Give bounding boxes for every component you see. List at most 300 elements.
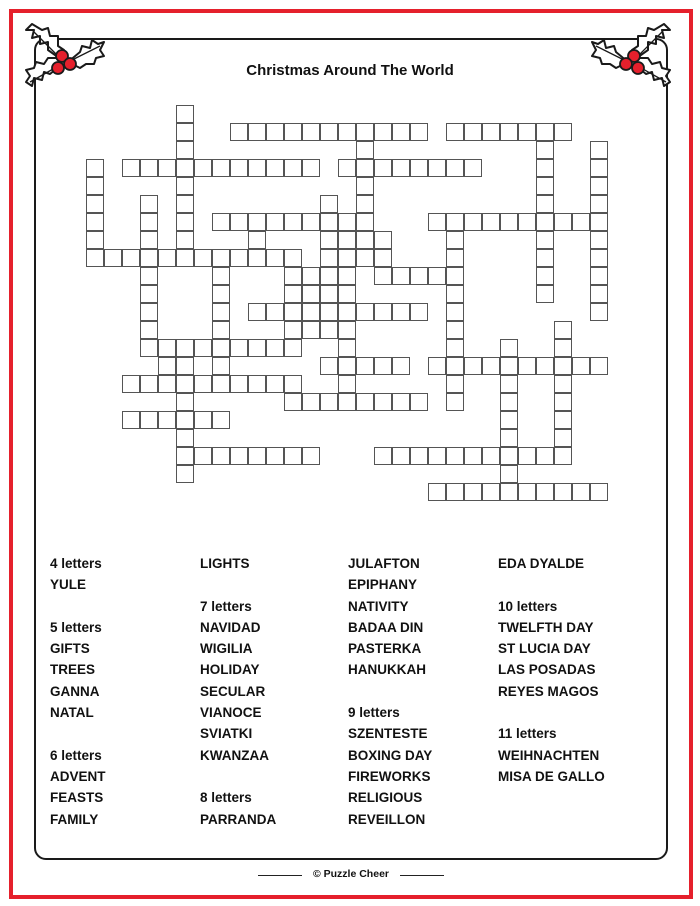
word-list-entry: ADVENT <box>50 768 106 784</box>
crossword-cell[interactable] <box>446 321 464 339</box>
crossword-cell[interactable] <box>320 357 338 375</box>
crossword-cell[interactable] <box>482 447 500 465</box>
crossword-cell[interactable] <box>140 195 158 213</box>
word-list-entry: JULAFTON <box>348 556 420 571</box>
crossword-cell[interactable] <box>320 321 338 339</box>
crossword-cell[interactable] <box>446 303 464 321</box>
crossword-cell[interactable] <box>140 339 158 357</box>
crossword-cell[interactable] <box>356 393 374 411</box>
crossword-cell[interactable] <box>302 285 320 303</box>
crossword-cell[interactable] <box>212 375 230 393</box>
word-column <box>348 553 498 830</box>
word-list-entry: WEIHNACHTEN <box>498 747 600 763</box>
crossword-cell[interactable] <box>338 285 356 303</box>
crossword-cell[interactable] <box>590 285 608 303</box>
word-list-entry: NAVIDAD <box>200 619 261 635</box>
word-list-entry: LIGHTS <box>200 556 250 571</box>
crossword-cell[interactable] <box>338 339 356 357</box>
crossword-cell[interactable] <box>122 375 140 393</box>
crossword-cell[interactable] <box>464 123 482 141</box>
crossword-cell[interactable] <box>500 357 518 375</box>
crossword-cell[interactable] <box>536 141 554 159</box>
crossword-cell[interactable] <box>482 213 500 231</box>
crossword-cell[interactable] <box>158 249 176 267</box>
crossword-cell[interactable] <box>140 231 158 249</box>
crossword-cell[interactable] <box>302 393 320 411</box>
crossword-cell[interactable] <box>284 339 302 357</box>
crossword-cell[interactable] <box>248 159 266 177</box>
crossword-cell[interactable] <box>356 123 374 141</box>
crossword-cell[interactable] <box>464 483 482 501</box>
crossword-cell[interactable] <box>140 249 158 267</box>
crossword-cell[interactable] <box>590 213 608 231</box>
crossword-cell[interactable] <box>176 231 194 249</box>
crossword-cell[interactable] <box>194 339 212 357</box>
crossword-cell[interactable] <box>554 339 572 357</box>
crossword-cell[interactable] <box>500 411 518 429</box>
holly-icon <box>18 20 108 90</box>
crossword-cell[interactable] <box>554 393 572 411</box>
crossword-cell[interactable] <box>212 447 230 465</box>
crossword-cell[interactable] <box>338 231 356 249</box>
word-list-entry: VIANOCE <box>200 705 262 721</box>
crossword-cell[interactable] <box>320 303 338 321</box>
crossword-cell[interactable] <box>230 375 248 393</box>
crossword-cell[interactable] <box>428 267 446 285</box>
crossword-cell[interactable] <box>536 177 554 195</box>
crossword-cell[interactable] <box>212 213 230 231</box>
crossword-cell[interactable] <box>176 447 194 465</box>
word-list-entry: BOXING DAY <box>348 747 433 763</box>
crossword-cell[interactable] <box>176 339 194 357</box>
crossword-cell[interactable] <box>320 393 338 411</box>
crossword-cell[interactable] <box>302 321 320 339</box>
crossword-cell[interactable] <box>320 123 338 141</box>
crossword-cell[interactable] <box>338 213 356 231</box>
crossword-cell[interactable] <box>554 375 572 393</box>
crossword-cell[interactable] <box>176 195 194 213</box>
crossword-cell[interactable] <box>176 213 194 231</box>
word-list-entry: GIFTS <box>50 641 90 657</box>
crossword-cell[interactable] <box>284 285 302 303</box>
crossword-cell[interactable] <box>104 249 122 267</box>
crossword-cell[interactable] <box>410 123 428 141</box>
crossword-cell[interactable] <box>338 159 356 177</box>
crossword-cell[interactable] <box>158 357 176 375</box>
crossword-cell[interactable] <box>518 357 536 375</box>
crossword-cell[interactable] <box>554 447 572 465</box>
word-list-entry: 11 letters <box>498 726 557 742</box>
crossword-cell[interactable] <box>374 123 392 141</box>
crossword-cell[interactable] <box>482 357 500 375</box>
crossword-cell[interactable] <box>284 393 302 411</box>
word-column <box>50 553 200 830</box>
crossword-cell[interactable] <box>554 483 572 501</box>
crossword-cell[interactable] <box>140 303 158 321</box>
crossword-cell[interactable] <box>320 267 338 285</box>
crossword-cell[interactable] <box>176 159 194 177</box>
crossword-cell[interactable] <box>356 213 374 231</box>
crossword-cell[interactable] <box>248 231 266 249</box>
crossword-cell[interactable] <box>554 213 572 231</box>
crossword-cell[interactable] <box>500 429 518 447</box>
crossword-cell[interactable] <box>536 267 554 285</box>
crossword-cell[interactable] <box>464 447 482 465</box>
crossword-cell[interactable] <box>230 447 248 465</box>
crossword-cell[interactable] <box>518 483 536 501</box>
crossword-cell[interactable] <box>158 159 176 177</box>
crossword-cell[interactable] <box>194 447 212 465</box>
crossword-cell[interactable] <box>302 303 320 321</box>
crossword-cell[interactable] <box>464 159 482 177</box>
word-list-entry: FIREWORKS <box>348 768 431 784</box>
crossword-cell[interactable] <box>374 447 392 465</box>
crossword-cell[interactable] <box>500 339 518 357</box>
crossword-cell[interactable] <box>140 213 158 231</box>
crossword-cell[interactable] <box>500 393 518 411</box>
crossword-cell[interactable] <box>212 303 230 321</box>
crossword-cell[interactable] <box>122 411 140 429</box>
crossword-cell[interactable] <box>284 267 302 285</box>
crossword-cell[interactable] <box>266 339 284 357</box>
crossword-cell[interactable] <box>338 267 356 285</box>
word-list-entry: 9 letters <box>348 705 400 721</box>
crossword-cell[interactable] <box>86 249 104 267</box>
crossword-cell[interactable] <box>266 159 284 177</box>
crossword-cell[interactable] <box>248 339 266 357</box>
crossword-cell[interactable] <box>446 213 464 231</box>
word-list-entry <box>498 809 648 830</box>
crossword-cell[interactable] <box>500 213 518 231</box>
word-list-entry <box>200 766 350 787</box>
crossword-cell[interactable] <box>320 249 338 267</box>
crossword-cell[interactable] <box>554 411 572 429</box>
crossword-cell[interactable] <box>536 195 554 213</box>
word-list-entry: 4 letters <box>50 556 102 571</box>
word-list <box>50 553 650 833</box>
crossword-cell[interactable] <box>284 123 302 141</box>
word-list-entry: PASTERKA <box>348 641 422 657</box>
crossword-cell[interactable] <box>554 123 572 141</box>
crossword-cell[interactable] <box>248 303 266 321</box>
crossword-cell[interactable] <box>158 411 176 429</box>
crossword-cell[interactable] <box>122 249 140 267</box>
word-list-entry: RELIGIOUS <box>348 790 423 806</box>
word-list-entry: FAMILY <box>50 811 99 827</box>
word-list-entry: 6 letters <box>50 747 102 763</box>
word-column <box>498 553 648 830</box>
crossword-cell[interactable] <box>176 249 194 267</box>
word-list-entry: SZENTESTE <box>348 726 428 742</box>
crossword-cell[interactable] <box>284 321 302 339</box>
crossword-cell[interactable] <box>410 267 428 285</box>
crossword-cell[interactable] <box>554 321 572 339</box>
crossword-cell[interactable] <box>464 357 482 375</box>
crossword-cell[interactable] <box>122 159 140 177</box>
crossword-cell[interactable] <box>284 159 302 177</box>
crossword-cell[interactable] <box>410 159 428 177</box>
word-list-entry <box>200 574 350 595</box>
word-list-entry: EPIPHANY <box>348 577 418 593</box>
crossword-cell[interactable] <box>320 213 338 231</box>
crossword-cell[interactable] <box>356 249 374 267</box>
crossword-cell[interactable] <box>590 177 608 195</box>
crossword-cell[interactable] <box>176 123 194 141</box>
crossword-cell[interactable] <box>248 123 266 141</box>
crossword-cell[interactable] <box>212 339 230 357</box>
crossword-cell[interactable] <box>374 249 392 267</box>
crossword-cell[interactable] <box>212 267 230 285</box>
crossword-cell[interactable] <box>446 249 464 267</box>
crossword-cell[interactable] <box>176 429 194 447</box>
crossword-cell[interactable] <box>194 159 212 177</box>
crossword-cell[interactable] <box>446 285 464 303</box>
crossword-cell[interactable] <box>536 357 554 375</box>
crossword-cell[interactable] <box>176 141 194 159</box>
crossword-cell[interactable] <box>266 447 284 465</box>
crossword-cell[interactable] <box>176 105 194 123</box>
crossword-cell[interactable] <box>518 447 536 465</box>
crossword-cell[interactable] <box>140 285 158 303</box>
crossword-cell[interactable] <box>428 159 446 177</box>
crossword-cell[interactable] <box>518 123 536 141</box>
crossword-cell[interactable] <box>284 447 302 465</box>
crossword-cell[interactable] <box>392 267 410 285</box>
crossword-cell[interactable] <box>302 447 320 465</box>
crossword-cell[interactable] <box>338 321 356 339</box>
word-list-entry: TREES <box>50 662 96 678</box>
word-list-entry <box>498 702 648 723</box>
crossword-cell[interactable] <box>284 213 302 231</box>
crossword-cell[interactable] <box>230 213 248 231</box>
crossword-cell[interactable] <box>284 375 302 393</box>
crossword-cell[interactable] <box>590 303 608 321</box>
crossword-cell[interactable] <box>356 303 374 321</box>
crossword-cell[interactable] <box>446 267 464 285</box>
crossword-cell[interactable] <box>86 177 104 195</box>
crossword-cell[interactable] <box>410 393 428 411</box>
crossword-cell[interactable] <box>284 303 302 321</box>
crossword-cell[interactable] <box>536 285 554 303</box>
crossword-cell[interactable] <box>212 249 230 267</box>
crossword-cell[interactable] <box>590 267 608 285</box>
crossword-cell[interactable] <box>338 303 356 321</box>
crossword-cell[interactable] <box>590 195 608 213</box>
word-list-entry: FEASTS <box>50 790 104 806</box>
crossword-cell[interactable] <box>572 357 590 375</box>
crossword-cell[interactable] <box>536 231 554 249</box>
crossword-cell[interactable] <box>392 123 410 141</box>
crossword-cell[interactable] <box>248 249 266 267</box>
crossword-cell[interactable] <box>140 375 158 393</box>
crossword-cell[interactable] <box>86 195 104 213</box>
crossword-cell[interactable] <box>86 159 104 177</box>
crossword-cell[interactable] <box>464 213 482 231</box>
crossword-cell[interactable] <box>590 159 608 177</box>
crossword-cell[interactable] <box>446 375 464 393</box>
crossword-cell[interactable] <box>356 159 374 177</box>
crossword-cell[interactable] <box>320 195 338 213</box>
crossword-cell[interactable] <box>536 213 554 231</box>
crossword-cell[interactable] <box>302 213 320 231</box>
crossword-cell[interactable] <box>572 483 590 501</box>
crossword-cell[interactable] <box>536 123 554 141</box>
crossword-cell[interactable] <box>410 303 428 321</box>
crossword-cell[interactable] <box>248 447 266 465</box>
crossword-cell[interactable] <box>374 159 392 177</box>
crossword-cell[interactable] <box>482 123 500 141</box>
crossword-cell[interactable] <box>374 393 392 411</box>
crossword-cell[interactable] <box>86 231 104 249</box>
crossword-cell[interactable] <box>86 213 104 231</box>
crossword-cell[interactable] <box>320 231 338 249</box>
crossword-cell[interactable] <box>284 249 302 267</box>
crossword-cell[interactable] <box>374 303 392 321</box>
crossword-cell[interactable] <box>140 159 158 177</box>
crossword-cell[interactable] <box>500 465 518 483</box>
crossword-cell[interactable] <box>428 447 446 465</box>
crossword-cell[interactable] <box>410 447 428 465</box>
word-list-entry <box>498 787 648 808</box>
crossword-cell[interactable] <box>338 123 356 141</box>
crossword-cell[interactable] <box>230 159 248 177</box>
crossword-cell[interactable] <box>158 375 176 393</box>
crossword-cell[interactable] <box>374 357 392 375</box>
crossword-cell[interactable] <box>230 249 248 267</box>
crossword-cell[interactable] <box>590 141 608 159</box>
crossword-cell[interactable] <box>482 483 500 501</box>
crossword-cell[interactable] <box>212 411 230 429</box>
crossword-cell[interactable] <box>140 267 158 285</box>
word-list-entry: SVIATKI <box>200 726 253 742</box>
crossword-cell[interactable] <box>500 447 518 465</box>
crossword-cell[interactable] <box>266 303 284 321</box>
crossword-cell[interactable] <box>302 159 320 177</box>
crossword-cell[interactable] <box>536 447 554 465</box>
word-list-entry: MISA DE GALLO <box>498 768 605 784</box>
crossword-cell[interactable] <box>392 393 410 411</box>
word-list-entry: EDA DYALDE <box>498 556 585 571</box>
word-list-entry <box>50 723 200 744</box>
crossword-cell[interactable] <box>446 393 464 411</box>
word-list-entry: SECULAR <box>200 683 266 699</box>
crossword-cell[interactable] <box>500 123 518 141</box>
crossword-cell[interactable] <box>536 249 554 267</box>
crossword-cell[interactable] <box>302 267 320 285</box>
crossword-cell[interactable] <box>374 267 392 285</box>
crossword-cell[interactable] <box>356 231 374 249</box>
word-list-entry: 7 letters <box>200 598 252 614</box>
crossword-cell[interactable] <box>392 159 410 177</box>
crossword-cell[interactable] <box>446 483 464 501</box>
crossword-cell[interactable] <box>212 285 230 303</box>
crossword-cell[interactable] <box>248 375 266 393</box>
crossword-cell[interactable] <box>212 321 230 339</box>
crossword-cell[interactable] <box>176 375 194 393</box>
word-list-entry: PARRANDA <box>200 811 277 827</box>
crossword-cell[interactable] <box>176 465 194 483</box>
crossword-cell[interactable] <box>302 123 320 141</box>
crossword-cell[interactable] <box>338 393 356 411</box>
crossword-cell[interactable] <box>356 357 374 375</box>
crossword-cell[interactable] <box>392 303 410 321</box>
page-title: Christmas Around The World <box>246 62 454 79</box>
word-list-entry: BADAA DIN <box>348 619 424 635</box>
crossword-cell[interactable] <box>176 411 194 429</box>
crossword-cell[interactable] <box>446 159 464 177</box>
word-list-entry: 10 letters <box>498 598 558 614</box>
crossword-cell[interactable] <box>266 249 284 267</box>
crossword-cell[interactable] <box>176 357 194 375</box>
word-list-entry: REVEILLON <box>348 811 426 827</box>
crossword-cell[interactable] <box>194 375 212 393</box>
crossword-cell[interactable] <box>212 357 230 375</box>
crossword-cell[interactable] <box>392 357 410 375</box>
word-list-entry: 5 letters <box>50 619 102 635</box>
crossword-cell[interactable] <box>176 393 194 411</box>
crossword-cell[interactable] <box>518 213 536 231</box>
crossword-cell[interactable] <box>194 249 212 267</box>
crossword-cell[interactable] <box>356 195 374 213</box>
crossword-cell[interactable] <box>356 141 374 159</box>
word-list-entry: NATAL <box>50 705 94 721</box>
word-list-entry <box>50 596 200 617</box>
crossword-cell[interactable] <box>338 357 356 375</box>
crossword-cell[interactable] <box>590 249 608 267</box>
crossword-cell[interactable] <box>590 231 608 249</box>
crossword-cell[interactable] <box>446 357 464 375</box>
crossword-cell[interactable] <box>536 159 554 177</box>
word-list-entry <box>498 574 648 595</box>
crossword-cell[interactable] <box>194 411 212 429</box>
crossword-cell[interactable] <box>338 375 356 393</box>
crossword-cell[interactable] <box>266 375 284 393</box>
crossword-cell[interactable] <box>500 483 518 501</box>
crossword-cell[interactable] <box>356 177 374 195</box>
word-list-entry: KWANZAA <box>200 747 269 763</box>
crossword-cell[interactable] <box>140 411 158 429</box>
crossword-cell[interactable] <box>446 447 464 465</box>
crossword-cell[interactable] <box>536 483 554 501</box>
crossword-cell[interactable] <box>500 375 518 393</box>
crossword-cell[interactable] <box>590 483 608 501</box>
footer <box>0 868 700 882</box>
crossword-cell[interactable] <box>266 123 284 141</box>
crossword-cell[interactable] <box>338 249 356 267</box>
crossword-cell[interactable] <box>554 357 572 375</box>
crossword-cell[interactable] <box>230 339 248 357</box>
crossword-cell[interactable] <box>428 357 446 375</box>
crossword-cell[interactable] <box>554 429 572 447</box>
crossword-cell[interactable] <box>176 177 194 195</box>
crossword-cell[interactable] <box>392 447 410 465</box>
crossword-cell[interactable] <box>428 213 446 231</box>
crossword-cell[interactable] <box>320 285 338 303</box>
crossword-cell[interactable] <box>590 357 608 375</box>
crossword-cell[interactable] <box>230 123 248 141</box>
crossword-cell[interactable] <box>572 213 590 231</box>
crossword-cell[interactable] <box>212 159 230 177</box>
crossword-cell[interactable] <box>248 213 266 231</box>
crossword-cell[interactable] <box>158 339 176 357</box>
crossword-cell[interactable] <box>446 123 464 141</box>
crossword-cell[interactable] <box>140 321 158 339</box>
crossword-cell[interactable] <box>428 483 446 501</box>
crossword-cell[interactable] <box>446 339 464 357</box>
crossword-cell[interactable] <box>446 231 464 249</box>
crossword-cell[interactable] <box>374 231 392 249</box>
crossword-cell[interactable] <box>266 213 284 231</box>
